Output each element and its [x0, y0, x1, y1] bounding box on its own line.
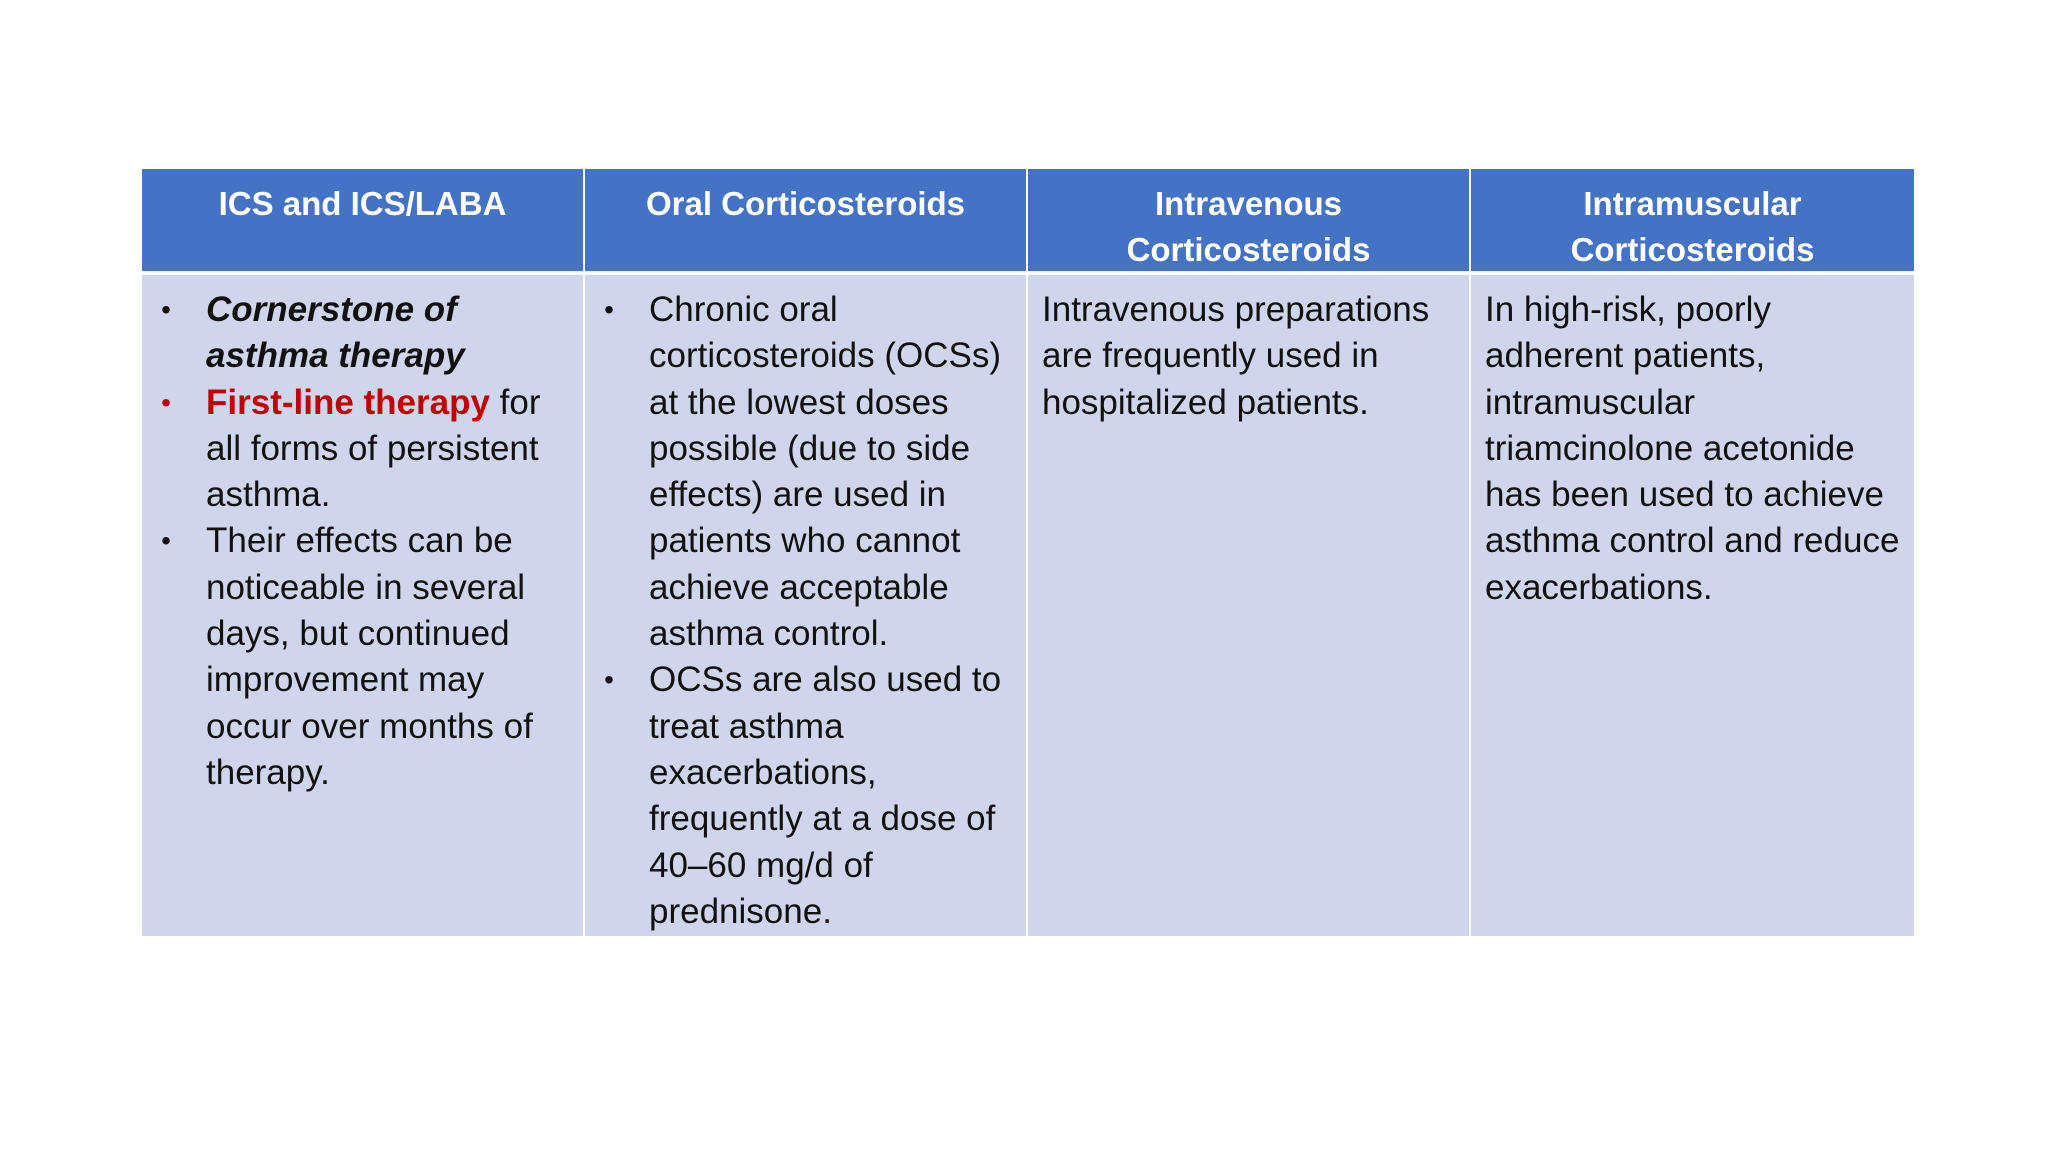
effects-text: Their effects can be noticeable in several days, but continued improvement may occur over months of therapy. — [206, 521, 533, 792]
list-item — [599, 287, 1012, 657]
first-line-rest-text: for all forms of persistent asthma. — [206, 382, 541, 515]
header-intramuscular-corticosteroids-label: Intramuscular Corticosteroids — [1570, 185, 1815, 268]
header-intramuscular-corticosteroids — [1471, 169, 1914, 275]
header-ics-laba-label: ICS and ICS/LABA — [218, 185, 507, 222]
header-intravenous-corticosteroids-label: Intravenous Corticosteroids — [1126, 185, 1371, 268]
bullet-icon: • — [161, 525, 171, 557]
bullet-icon: • — [604, 294, 614, 325]
header-ics-laba — [142, 169, 585, 275]
cell-intravenous-corticosteroids — [1028, 275, 1471, 936]
cell-intramuscular-corticosteroids — [1471, 275, 1914, 936]
oral-corticosteroids-list — [599, 287, 1012, 935]
chronic-ocs-text: Chronic oral corticosteroids (OCSs) at the lowest doses possible (due to side effects) are used in patients who cannot achieve acceptable asthma control. — [649, 290, 1002, 654]
ocs-exacerbations-text: OCSs are also used to treat asthma exacerbations, frequently at a dose of 40–60 mg/d of prednisone. — [649, 660, 1002, 931]
first-line-highlight — [206, 383, 490, 422]
first-line-therapy-text: First-line therapy — [206, 382, 490, 422]
bullet-icon: • — [161, 294, 171, 325]
list-item — [156, 518, 569, 796]
list-item — [156, 287, 569, 380]
cornerstone-text: Cornerstone of asthma therapy — [206, 290, 465, 376]
bullet-icon: • — [604, 664, 614, 696]
ics-laba-list — [156, 287, 569, 796]
intramuscular-text: In high-risk, poorly adherent patients, intramuscular triamcinolone acetonide has been used to achieve asthma control and reduce exacerbations. — [1485, 290, 1900, 607]
intravenous-text: Intravenous preparations are frequently used in hospitalized patients. — [1042, 290, 1430, 422]
header-intravenous-corticosteroids — [1028, 169, 1471, 275]
header-oral-corticosteroids-label: Oral Corticosteroids — [645, 185, 966, 222]
header-oral-corticosteroids — [585, 169, 1028, 275]
list-item — [156, 380, 569, 519]
cell-ics-laba — [142, 275, 585, 936]
bullet-icon: • — [161, 386, 171, 418]
list-item — [599, 657, 1012, 935]
cell-oral-corticosteroids — [585, 275, 1028, 936]
corticosteroids-table — [142, 169, 1914, 936]
